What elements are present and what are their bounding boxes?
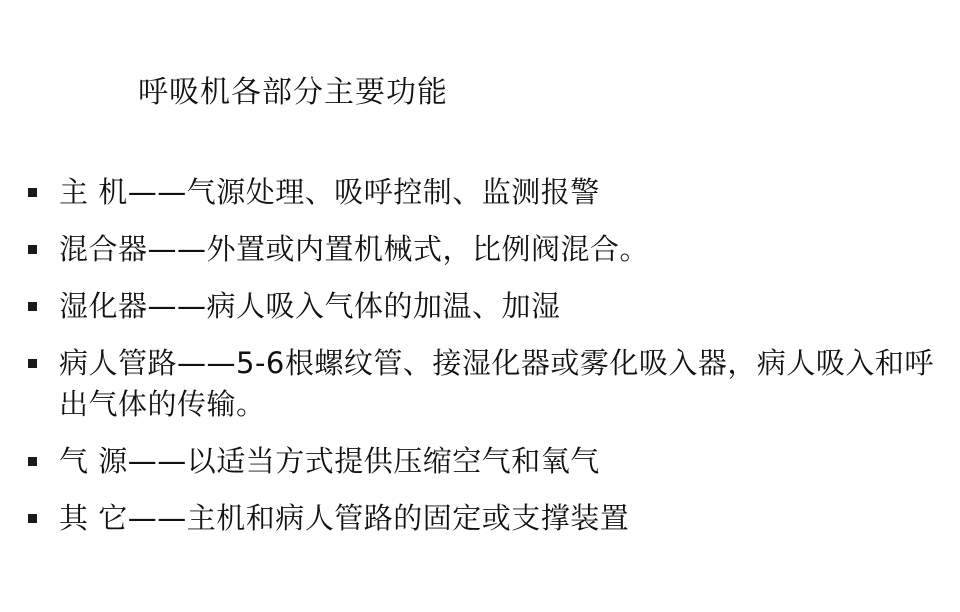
- square-bullet-icon: [28, 457, 37, 466]
- list-item: [28, 498, 936, 539]
- list-item-label: 其 它——主机和病人管路的固定或支撑装置: [59, 501, 630, 535]
- square-bullet-icon: [28, 302, 37, 311]
- bullet-list: [28, 172, 936, 555]
- list-item-label: 主 机——气源处理、吸呼控制、监测报警: [59, 175, 600, 209]
- list-item: [28, 441, 936, 482]
- list-item: [28, 286, 936, 327]
- list-item: [28, 229, 936, 270]
- square-bullet-icon: [28, 188, 37, 197]
- list-item-label: 湿化器——病人吸入气体的加温、加湿: [59, 289, 561, 323]
- list-item-label: 混合器——外置或内置机械式，比例阀混合。: [59, 232, 650, 266]
- square-bullet-icon: [28, 245, 37, 254]
- list-item: [28, 172, 936, 213]
- square-bullet-icon: [28, 514, 37, 523]
- list-item-label: 气 源——以适当方式提供压缩空气和氧气: [59, 444, 600, 478]
- page-title: 呼吸机各部分主要功能: [138, 75, 448, 110]
- list-item: [28, 343, 936, 425]
- list-item-label: 病人管路——5-6根螺纹管、接湿化器或雾化吸入器，病人吸入和呼出气体的传输。: [59, 346, 934, 421]
- square-bullet-icon: [28, 359, 37, 368]
